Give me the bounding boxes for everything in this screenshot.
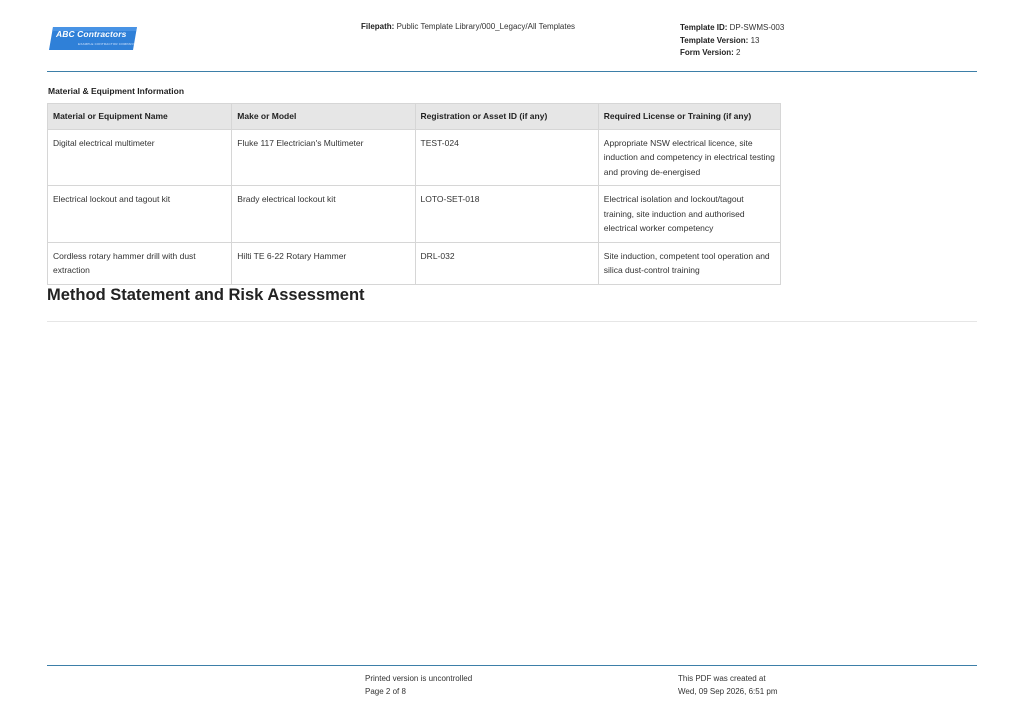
template-id-label: Template ID:	[680, 23, 728, 32]
table-cell: Fluke 117 Electrician's Multimeter	[232, 129, 415, 186]
template-meta	[680, 22, 784, 60]
footer-print-info	[365, 673, 472, 698]
column-header: Required License or Training (if any)	[598, 104, 780, 130]
table-cell: Digital electrical multimeter	[48, 129, 232, 186]
template-id-value: DP-SWMS-003	[729, 23, 785, 32]
footer-created-info	[678, 673, 777, 698]
template-version-label: Template Version:	[680, 35, 749, 45]
created-label: This PDF was created at	[678, 674, 766, 683]
logo-tagline: EXAMPLE CONTRACTOR COMPANY	[78, 42, 136, 46]
form-version-label: Form Version:	[680, 48, 734, 57]
form-version	[680, 47, 784, 60]
table-cell: Brady electrical lockout kit	[232, 186, 415, 243]
table-cell: Cordless rotary hammer drill with dust extraction	[48, 242, 232, 284]
template-version-value: 13	[750, 35, 760, 45]
table-row	[48, 186, 781, 243]
table-cell: Appropriate NSW electrical licence, site induction and competency in electrical testing and proving de-energised	[598, 129, 780, 186]
created-timestamp: Wed, 09 Sep 2026, 6:51 pm	[678, 686, 778, 696]
filepath-value: Public Template Library/000_Legacy/All Templates	[396, 22, 576, 31]
table-cell: Site induction, competent tool operation and silica dust-control training	[598, 242, 780, 284]
company-logo	[47, 25, 139, 52]
column-header: Material or Equipment Name	[48, 104, 232, 130]
page-number: Page 2 of 8	[365, 686, 406, 696]
form-version-value: 2	[736, 48, 741, 57]
table-row	[48, 242, 781, 284]
template-id	[680, 22, 784, 35]
method-section-divider	[47, 321, 977, 322]
table-header-row	[48, 104, 781, 130]
table-cell: Hilti TE 6-22 Rotary Hammer	[232, 242, 415, 284]
header-divider	[47, 71, 977, 72]
table-cell: Electrical isolation and lockout/tagout training, site induction and authorised electrical worker competency	[598, 186, 780, 243]
equipment-section-title: Material & Equipment Information	[48, 86, 185, 96]
logo-name: ABC Contractors	[56, 29, 127, 39]
template-version	[680, 35, 784, 48]
table-row	[48, 129, 781, 186]
footer-divider	[47, 665, 977, 666]
filepath-label: Filepath:	[361, 22, 395, 31]
uncontrolled-notice: Printed version is uncontrolled	[365, 674, 473, 683]
filepath	[361, 22, 575, 31]
table-cell: TEST-024	[415, 129, 598, 186]
table-cell: Electrical lockout and tagout kit	[48, 186, 232, 243]
table-cell: LOTO-SET-018	[415, 186, 598, 243]
column-header: Make or Model	[232, 104, 415, 130]
method-section-title: Method Statement and Risk Assessment	[47, 286, 365, 304]
equipment-table	[47, 103, 781, 285]
column-header: Registration or Asset ID (if any)	[415, 104, 598, 130]
table-cell: DRL-032	[415, 242, 598, 284]
